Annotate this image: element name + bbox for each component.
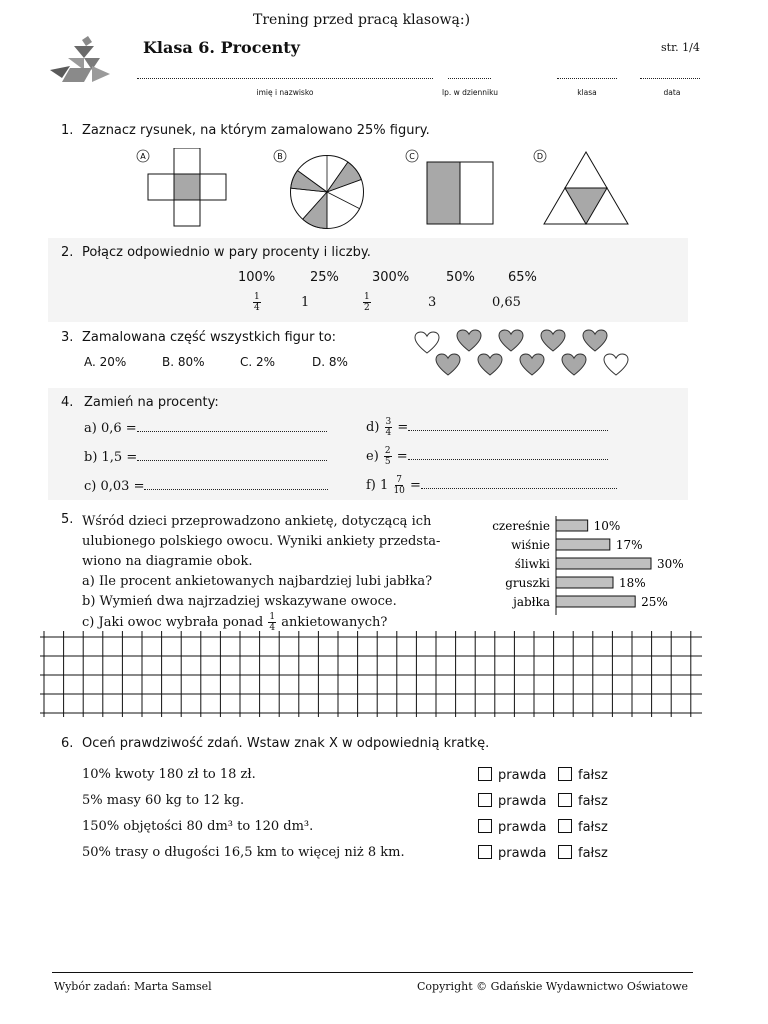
q2-text: Połącz odpowiednio w pary procenty i liczby. [82,245,371,260]
chart-category-label: czereśnie [492,519,550,533]
chart-category-label: wiśnie [511,538,550,552]
q4-e-answer-line[interactable] [408,449,608,460]
q5-line-1: Wśród dzieci przeprowadzono ankietę, dotyczącą ich [82,514,432,529]
class-field-label: klasa [577,88,597,97]
q6-row4-true[interactable] [478,845,546,861]
q4-a-label: a) 0,6 = [84,421,137,436]
frac-num: 1 [254,292,260,302]
q2-number: 2. [61,245,74,260]
q4-f-label: f) 1 [366,478,389,493]
date-field-line[interactable] [640,78,700,79]
q4-f-answer-line[interactable] [421,478,617,489]
q6-row3-true[interactable] [478,819,546,835]
checkbox[interactable] [558,819,572,833]
chart-bar [556,577,613,588]
q5-sub-b: b) Wymień dwa najrzadziej wskazywane owoce. [82,594,397,609]
q5-sub-c-pre: c) Jaki owoc wybrała ponad [82,615,264,630]
q3-answer-c[interactable]: C. 2% [240,355,276,369]
register-number-field-label: lp. w dzienniku [442,88,498,97]
frac-den: 4 [385,428,392,438]
number-one-half [362,292,372,313]
chart-bar [556,520,588,531]
true-label: prawda [498,846,547,861]
q1-option-d[interactable] [531,148,635,228]
true-label: prawda [498,768,547,783]
frac-den: 5 [384,457,391,467]
percent-300: 300% [372,270,410,285]
q4-item-e [366,446,608,467]
frac-num: 1 [269,612,276,622]
q4-e-label: e) [366,449,379,464]
number-one-quarter [252,292,262,313]
number-three: 3 [428,295,437,310]
percent-50: 50% [446,270,475,285]
name-field-line[interactable] [137,78,433,79]
chart-value-label: 25% [641,595,668,609]
frac-den: 2 [364,303,370,313]
checkbox[interactable] [558,845,572,859]
percent-25: 25% [310,270,339,285]
chart-bar [556,539,610,550]
page-number: str. 1/4 [661,41,700,54]
class-field-line[interactable] [557,78,617,79]
q4-item-f [366,475,617,496]
false-label: fałsz [578,768,608,783]
chart-value-label: 10% [593,519,621,533]
q5-line-2: ulubionego polskiego owocu. Wyniki ankiety przedsta- [82,534,441,549]
register-number-field-line[interactable] [448,78,491,79]
frac-num: 2 [384,446,391,456]
true-label: prawda [498,794,547,809]
checkbox[interactable] [478,793,492,807]
frac-den: 4 [269,623,276,633]
q1-option-c[interactable] [403,148,499,228]
q3-number: 3. [61,330,74,345]
checkbox[interactable] [478,845,492,859]
q5-line-3: wiono na diagramie obok. [82,554,253,569]
q1-label-c: C [409,152,415,161]
q4-b-answer-line[interactable] [137,450,327,461]
top-title: Trening przed pracą klasową:) [253,12,471,28]
false-label: fałsz [578,794,608,809]
answer-grid[interactable] [40,631,702,717]
frac-num: 1 [364,292,370,302]
chart-category-label: jabłka [513,595,550,609]
number-0-65: 0,65 [492,295,521,310]
q1-option-b[interactable] [271,148,367,232]
percent-100: 100% [238,270,276,285]
frac-num: 3 [385,417,392,427]
q6-statement-4: 50% trasy o długości 16,5 km to więcej niż 8 km. [82,845,405,860]
q3-text: Zamalowana część wszystkich figur to: [82,330,337,345]
q1-label-d: D [536,152,544,161]
q5-sub-a: a) Ile procent ankietowanych najbardziej lubi jabłka? [82,574,433,589]
percent-65: 65% [508,270,537,285]
q5-number: 5. [61,512,74,527]
q6-number: 6. [61,736,74,751]
checkbox[interactable] [478,819,492,833]
q4-a-answer-line[interactable] [137,421,327,432]
tangram-logo [48,36,116,86]
q4-b-label: b) 1,5 = [84,450,138,465]
q4-f-equals: = [410,478,421,493]
q6-row3-false[interactable] [558,819,608,835]
false-label: fałsz [578,846,608,861]
q4-d-label: d) [366,420,380,435]
q4-e-equals: = [396,449,408,464]
q3-answer-d[interactable]: D. 8% [312,355,348,369]
q4-c-label: c) 0,03 = [84,479,145,494]
q6-text: Oceń prawdziwość zdań. Wstaw znak X w odpowiednią kratkę. [82,736,490,751]
checkbox[interactable] [558,767,572,781]
q4-item-c [84,479,328,494]
chart-value-label: 17% [615,538,643,552]
chart-category-label: gruszki [505,576,550,590]
q4-c-answer-line[interactable] [144,479,328,490]
q4-number: 4. [61,395,74,410]
q1-text: Zaznacz rysunek, na którym zamalowano 25% figury. [82,123,430,138]
q1-option-a[interactable] [134,148,230,228]
q4-d-answer-line[interactable] [408,420,608,431]
q6-row2-false[interactable] [558,793,608,809]
q4-item-a [84,421,327,436]
chart-bar [556,558,651,569]
footer-author: Wybór zadań: Marta Samsel [54,980,212,993]
false-label: fałsz [578,820,608,835]
footer-copyright: Copyright © Gdańskie Wydawnictwo Oświatowe [417,980,689,993]
page-title: Klasa 6. Procenty [143,38,300,57]
fruit-bar-chart [470,514,700,616]
q6-row1-true[interactable] [478,767,546,783]
q5-sub-c-post: ankietowanych? [281,615,388,630]
footer-rule [52,972,693,973]
chart-value-label: 30% [657,557,684,571]
frac-den: 4 [254,303,260,313]
q3-answer-a[interactable]: A. 20% [84,355,127,369]
chart-category-label: śliwki [514,557,550,571]
q4-d-equals: = [397,420,409,435]
name-field-label: imię i nazwisko [256,88,314,97]
q6-row4-false[interactable] [558,845,608,861]
q4-item-d [366,417,608,438]
q5-sub-c [82,612,440,633]
number-one: 1 [301,295,310,310]
q6-statement-1: 10% kwoty 180 zł to 18 zł. [82,767,256,782]
chart-value-label: 18% [619,576,646,590]
q5-text [82,512,440,633]
q1-label-b: B [277,152,283,161]
q6-statement-2: 5% masy 60 kg to 12 kg. [82,793,245,808]
q3-answer-b[interactable]: B. 80% [162,355,205,369]
checkbox[interactable] [558,793,572,807]
date-field-label: data [663,88,681,97]
q6-statement-3: 150% objętości 80 dm³ to 120 dm³. [82,819,314,834]
q4-item-b [84,450,327,465]
chart-bar [556,596,635,607]
checkbox[interactable] [478,767,492,781]
q1-label-a: A [140,152,146,161]
q1-number: 1. [61,123,74,138]
q4-text: Zamień na procenty: [84,395,219,410]
frac-den: 10 [393,486,405,496]
q6-row2-true[interactable] [478,793,546,809]
q3-hearts [410,326,630,380]
q6-row1-false[interactable] [558,767,608,783]
frac-num: 7 [396,475,403,485]
true-label: prawda [498,820,547,835]
